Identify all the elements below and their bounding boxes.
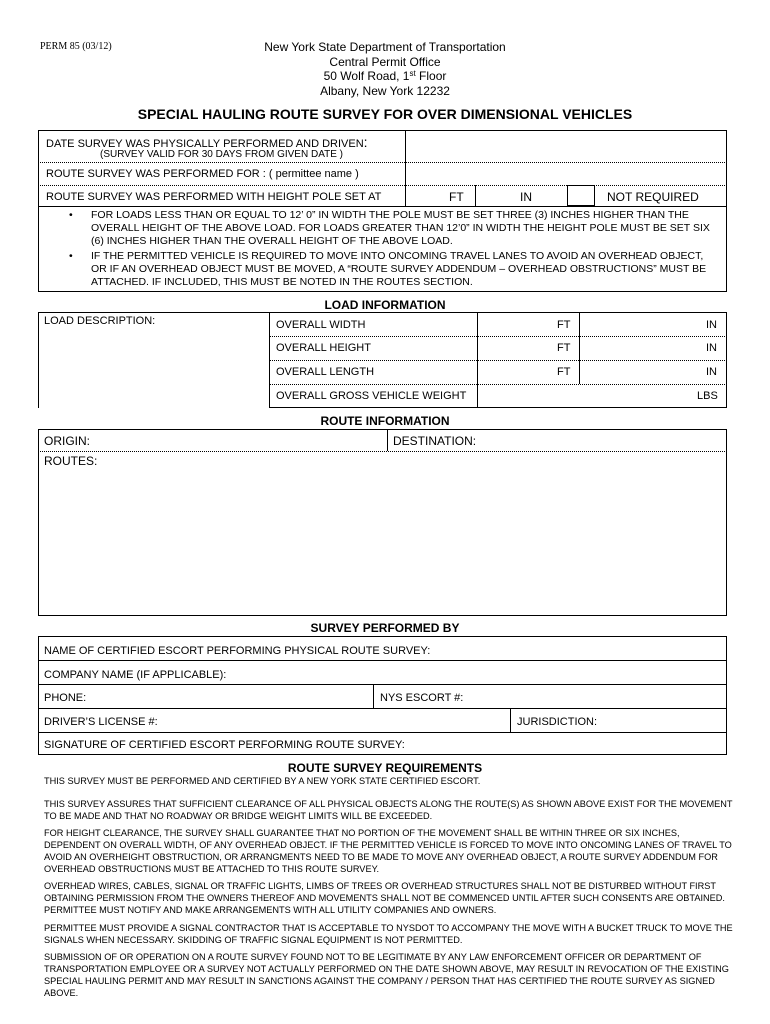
- divider: [38, 162, 727, 163]
- height-inches-unit: IN: [706, 342, 717, 354]
- nys-escort-field[interactable]: [470, 686, 724, 707]
- divider: [269, 384, 727, 385]
- divider: [269, 360, 727, 361]
- pole-height-rule: • FOR LOADS LESS THAN OR EQUAL TO 12’ 0” IN WIDTH THE POLE MUST BE SET THREE (3) INCHES HIGHER THAN THE OVERALL HEIGHT OF THE ABOVE LOAD. FOR LOADS GREATER THAN 12’0” IN WIDTH THE HEIGHT POLE MUST BE SET SIX (6) INCHES HIGHER THAN THE OVERALL HEIGHT OF THE ABOVE LOAD.: [69, 209, 710, 247]
- requirement-overhead-wires: OVERHEAD WIRES, CABLES, SIGNAL OR TRAFFIC LIGHTS, LIMBS OF TREES OR OVERHEAD STRUCTURES SHALL NOT BE DISTURBED WITHOUT FIRST OBTAINING PERMISSION FROM THE OWNERS THEREOF AND MOVEMENTS SHALL NOT BE COMMENCED UNTIL AFTER SUCH CONSENTS ARE OBTAINED. PERMITTEE MUST NOTIFY AND MAKE ARRANGEMENTS WITH ALL UTILITY COMPANIES AND OWNERS.: [44, 881, 725, 915]
- jurisdiction-field[interactable]: [602, 710, 724, 731]
- requirement-height-clearance: FOR HEIGHT CLEARANCE, THE SURVEY SHALL GUARANTEE THAT NO PORTION OF THE MOVEMENT SHALL BE WITHIN THREE OR SIX INCHES, DEPENDENT ON OVERALL WIDTH, OF ANY OVERHEAD OBJECT. IF THE PERMITTED VEHICLE IS FORCED TO MOVE INTO ONCOMING LANES OF TRAVEL TO AVOID AN OVERHEIGHT OBSTRUCTION, OR ARRANGMENTS NEED TO BE MADE TO MOVE ANY OVERHEAD OBJECT, A ROUTE SURVEY ADDENDUM FOR OVERHEAD OBSTRUCTIONS MUST BE ATTACHED TO THIS ROUTE SURVEY.: [44, 828, 732, 874]
- divider: [38, 660, 727, 661]
- divider: [38, 206, 727, 207]
- bullet-icon: •: [69, 250, 73, 262]
- survey-performed-by-heading: SURVEY PERFORMED BY: [310, 621, 460, 635]
- height-feet-field[interactable]: [480, 338, 552, 359]
- height-inches-field[interactable]: [582, 338, 702, 359]
- origin-field[interactable]: [96, 431, 384, 450]
- routes-field[interactable]: [42, 470, 723, 612]
- permittee-name-field[interactable]: [408, 164, 724, 184]
- overhead-addendum-rule: • IF THE PERMITTED VEHICLE IS REQUIRED TO MOVE INTO ONCOMING TRAVEL LANES TO AVOID AN OVERHEAD OBJECT, OR IF AN OVERHEAD OBJECT MUST BE MOVED, A “ROUTE SURVEY ADDENDUM – OVERHEAD OBSTRUCTIONS” MUST BE ATTACHED. IF INCLUDED, THIS MUST BE NOTED IN THE ROUTES SECTION.: [69, 250, 707, 288]
- divider: [373, 684, 374, 708]
- requirements-heading: ROUTE SURVEY REQUIREMENTS: [287, 761, 483, 775]
- agency-address: [0, 40, 770, 98]
- company-name-field[interactable]: [240, 662, 724, 683]
- divider: [387, 429, 388, 451]
- load-description-label: LOAD DESCRIPTION:: [44, 315, 156, 327]
- divider: [405, 130, 406, 206]
- nys-escort-label: NYS ESCORT #:: [380, 692, 464, 704]
- routes-label: ROUTES:: [44, 454, 98, 468]
- company-name-label: COMPANY NAME (IF APPLICABLE):: [44, 669, 227, 681]
- load-information-heading: LOAD INFORMATION: [324, 298, 446, 312]
- pole-inches-unit: IN: [520, 190, 532, 204]
- width-feet-field[interactable]: [480, 314, 552, 335]
- divider: [38, 708, 727, 709]
- width-inches-field[interactable]: [582, 314, 702, 335]
- street-address: 50 Wolf Road, 1st Floor: [323, 69, 447, 83]
- divider: [38, 451, 727, 452]
- pole-feet-field[interactable]: [408, 187, 446, 205]
- divider: [38, 312, 39, 408]
- height-pole-label: ROUTE SURVEY WAS PERFORMED WITH HEIGHT POLE SET AT: [46, 191, 382, 203]
- origin-label: ORIGIN:: [44, 434, 91, 448]
- divider: [475, 185, 476, 206]
- gross-weight-field[interactable]: [480, 386, 692, 407]
- phone-label: PHONE:: [44, 692, 87, 704]
- requirement-legitimacy: SUBMISSION OF OR OPERATION ON A ROUTE SURVEY FOUND NOT TO BE LEGITIMATE BY ANY LAW ENFORCEMENT OFFICER OR DEPARTMENT OF TRANSPORTATION EMPLOYEE OR A SURVEY NOT ACTUALLY PERFORMED ON THE DATE SHOWN ABOVE, MAY RESULT IN REVOCATION OF THE EXISTING SPECIAL HAULING PERMIT AND MAY RESULT IN SANCTIONS AGAINST THE COMPANY / PERSON THAT HAS CERTIFIED THE ROUTE SURVEY AS SIGNED ABOVE.: [44, 952, 729, 998]
- not-required-label: NOT REQUIRED: [607, 190, 699, 204]
- drivers-license-field[interactable]: [170, 710, 507, 731]
- load-description-field[interactable]: [42, 330, 266, 405]
- requirement-certified-escort: THIS SURVEY MUST BE PERFORMED AND CERTIFIED BY A NEW YORK STATE CERTIFIED ESCORT.: [44, 776, 481, 786]
- divider: [38, 732, 727, 733]
- phone-field[interactable]: [92, 686, 370, 707]
- pole-feet-unit: FT: [449, 190, 464, 204]
- requirement-clearance: THIS SURVEY ASSURES THAT SUFFICIENT CLEARANCE OF ALL PHYSICAL OBJECTS ALONG THE ROUTE(S) AS SHOWN ABOVE EXIST FOR THE MOVEMENT TO BE MADE AND THAT NO ROADWAY OR BRIDGE WEIGHT LIMITS WILL BE EXCEEDED.: [44, 799, 733, 821]
- width-feet-unit: FT: [557, 319, 571, 331]
- divider: [579, 312, 580, 384]
- length-feet-unit: FT: [557, 366, 571, 378]
- not-required-checkbox[interactable]: [567, 185, 595, 206]
- page-title: SPECIAL HAULING ROUTE SURVEY FOR OVER DIMENSIONAL VEHICLES: [137, 106, 633, 122]
- route-information-heading: ROUTE INFORMATION: [320, 414, 450, 428]
- overall-height-label: OVERALL HEIGHT: [276, 342, 371, 354]
- length-inches-unit: IN: [706, 366, 717, 378]
- office-name: Central Permit Office: [329, 54, 441, 69]
- pole-inches-field[interactable]: [478, 187, 516, 205]
- divider: [38, 185, 727, 186]
- permittee-label: ROUTE SURVEY WAS PERFORMED FOR : ( permittee name ): [46, 168, 359, 180]
- city-state-zip: Albany, New York 12232: [320, 83, 450, 98]
- date-validity-note: (SURVEY VALID FOR 30 DAYS FROM GIVEN DATE ): [100, 149, 344, 160]
- width-inches-unit: IN: [706, 319, 717, 331]
- length-inches-field[interactable]: [582, 362, 702, 383]
- divider: [269, 336, 727, 337]
- length-feet-field[interactable]: [480, 362, 552, 383]
- date-performed-field[interactable]: [408, 132, 724, 160]
- signature-field[interactable]: [424, 734, 724, 754]
- drivers-license-label: DRIVER’S LICENSE #:: [44, 716, 158, 728]
- height-feet-unit: FT: [557, 342, 571, 354]
- requirement-signal-contractor: PERMITTEE MUST PROVIDE A SIGNAL CONTRACTOR THAT IS ACCEPTABLE TO NYSDOT TO ACCOMPANY THE MOVE WITH A BUCKET TRUCK TO MOVE THE SIGNALS WHEN NECESSARY. SKIDDING OF TRAFFIC SIGNAL EQUIPMENT IS NOT PERMITTED.: [44, 923, 733, 945]
- agency-name: New York State Department of Transportation: [264, 40, 506, 54]
- destination-field[interactable]: [484, 431, 724, 450]
- divider: [38, 684, 727, 685]
- escort-name-field[interactable]: [452, 638, 724, 659]
- escort-name-label: NAME OF CERTIFIED ESCORT PERFORMING PHYSICAL ROUTE SURVEY:: [44, 645, 431, 657]
- divider: [477, 312, 478, 408]
- signature-label: SIGNATURE OF CERTIFIED ESCORT PERFORMING ROUTE SURVEY:: [44, 739, 405, 751]
- date-performed-label: DATE SURVEY WAS PHYSICALLY PERFORMED AND DRIVEN:: [46, 134, 368, 150]
- gross-weight-label: OVERALL GROSS VEHICLE WEIGHT: [276, 390, 467, 402]
- jurisdiction-label: JURISDICTION:: [517, 716, 598, 728]
- gross-weight-unit: LBS: [697, 390, 718, 402]
- bullet-icon: •: [69, 209, 73, 221]
- destination-label: DESTINATION:: [393, 434, 477, 448]
- divider: [510, 708, 511, 732]
- overall-width-label: OVERALL WIDTH: [276, 319, 366, 331]
- form-code: PERM 85 (03/12): [40, 41, 112, 52]
- overall-length-label: OVERALL LENGTH: [276, 366, 375, 378]
